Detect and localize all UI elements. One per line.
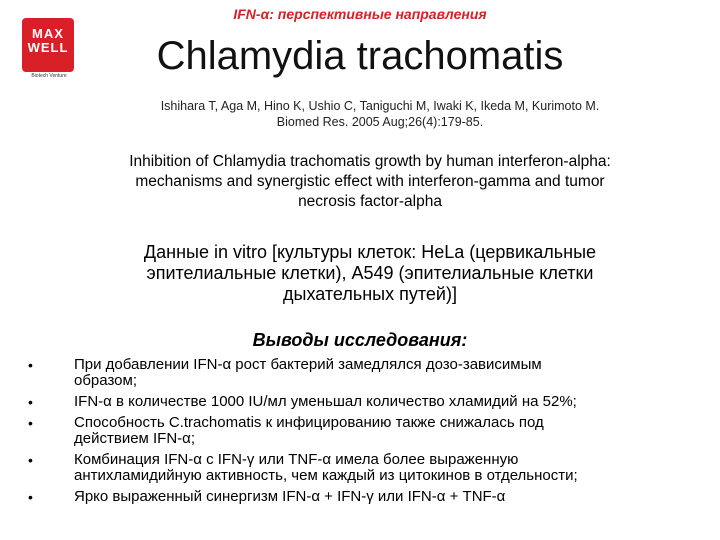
paper-title-line: mechanisms and synergistic effect with interferon-gamma and tumor bbox=[135, 173, 605, 190]
logo-text-max: MAX bbox=[32, 26, 64, 41]
paper-title bbox=[50, 152, 690, 212]
in-vitro-data-paragraph bbox=[60, 242, 680, 305]
bullet: • bbox=[28, 415, 33, 431]
findings-list bbox=[28, 357, 698, 510]
logo-text-well: WELL bbox=[27, 40, 69, 55]
conclusions-heading: Выводы исследования: bbox=[252, 330, 468, 350]
paper-title-line: necrosis factor-alpha bbox=[298, 193, 442, 210]
finding-item bbox=[28, 415, 698, 447]
citation bbox=[100, 98, 660, 130]
finding-line: образом; bbox=[74, 372, 137, 389]
paper-title-line: Inhibition of Chlamydia trachomatis growth by human interferon-alpha: bbox=[129, 153, 611, 170]
data-paragraph-line: Данные in vitro [культуры клеток: HeLa (цервикальные bbox=[143, 242, 597, 262]
finding-item bbox=[28, 452, 698, 484]
maxwell-logo bbox=[22, 18, 74, 72]
logo-subtitle: Biotech Venture bbox=[31, 73, 67, 79]
bullet: • bbox=[28, 394, 33, 410]
citation-authors: Ishihara T, Aga M, Hino K, Ushio C, Taniguchi M, Iwaki K, Ikeda M, Kurimoto M. bbox=[160, 99, 600, 113]
citation-journal: Biomed Res. 2005 Aug;26(4):179-85. bbox=[276, 115, 484, 129]
finding-item bbox=[28, 394, 698, 410]
bullet: • bbox=[28, 357, 33, 373]
slide-main-title: Chlamydia trachomatis bbox=[156, 34, 564, 78]
finding-line: Способность C.trachomatis к инфицированию также снижалась под bbox=[74, 414, 544, 431]
data-paragraph-line: дыхательных путей)] bbox=[283, 284, 457, 304]
slide-topic-title: IFN-α: перспективные направления bbox=[233, 6, 487, 22]
bullet: • bbox=[28, 452, 33, 468]
data-paragraph-line: эпителиальные клетки), A549 (эпителиальные клетки bbox=[146, 263, 594, 283]
finding-line: Ярко выраженный синергизм IFN-α + IFN-γ или IFN-α + TNF-α bbox=[74, 488, 506, 505]
finding-line: действием IFN-α; bbox=[74, 430, 196, 447]
bullet: • bbox=[28, 489, 33, 505]
finding-item bbox=[28, 489, 698, 505]
finding-line: IFN-α в количестве 1000 IU/мл уменьшал количество хламидий на 52%; bbox=[74, 393, 577, 410]
finding-item bbox=[28, 357, 698, 389]
finding-line: При добавлении IFN-α рост бактерий замедлялся дозо-зависимым bbox=[74, 356, 542, 373]
finding-line: антихламидийную активность, чем каждый из цитокинов в отдельности; bbox=[74, 467, 578, 484]
finding-line: Комбинация IFN-α с IFN-γ или TNF-α имела более выраженную bbox=[74, 451, 519, 468]
